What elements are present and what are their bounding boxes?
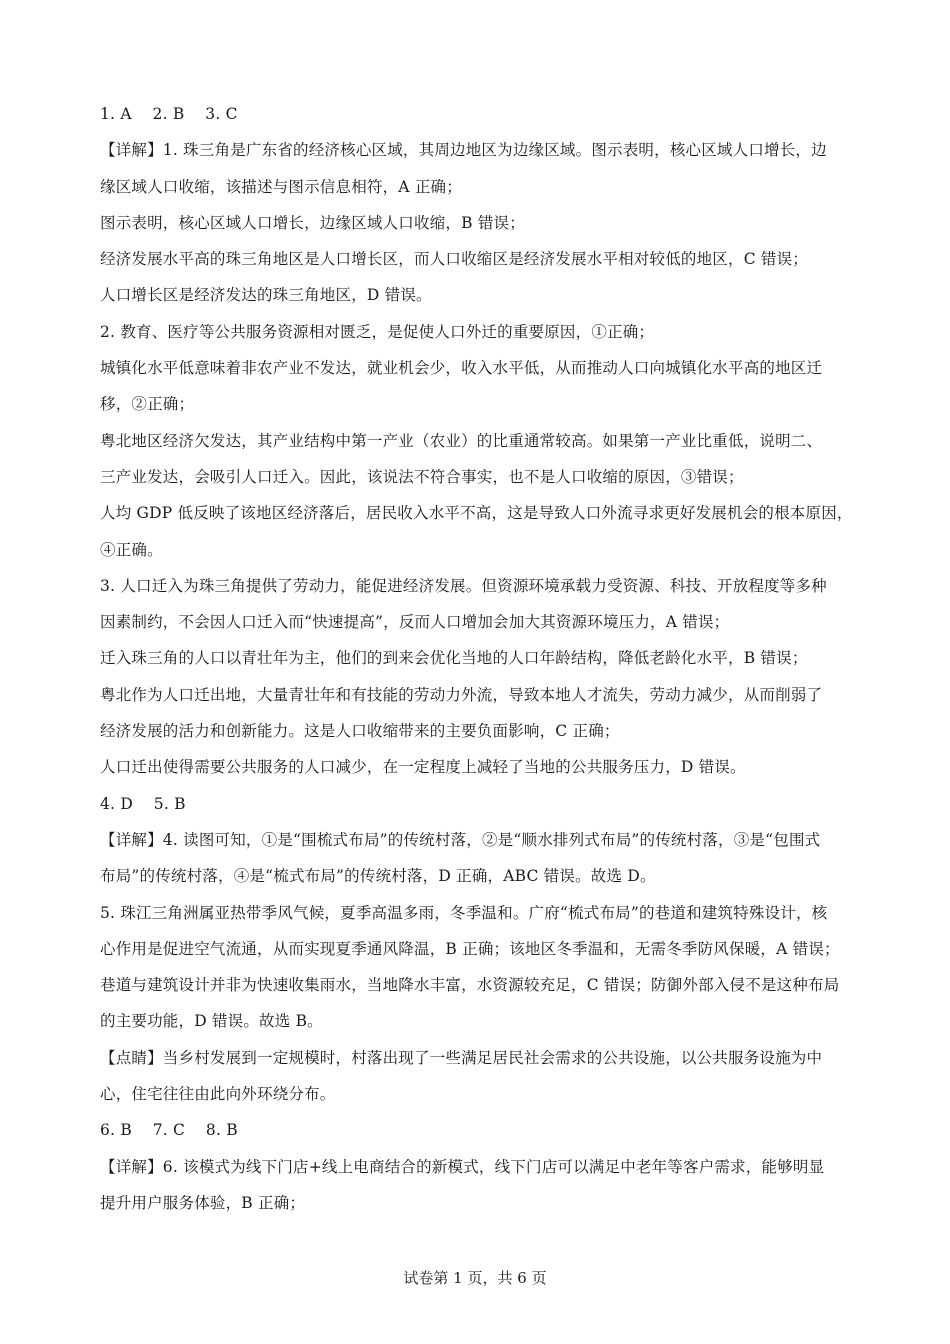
- page-footer: 试卷第 1 页，共 6 页: [403, 1269, 547, 1287]
- text-line: 粤北作为人口迁出地，大量青壮年和有技能的劳动力外流，导致本地人才流失，劳动力减少，从而削弱了: [100, 685, 823, 704]
- text-line: 6. B 7. C 8. B: [100, 1121, 238, 1140]
- text-line: 【详解】1. 珠三角是广东省的经济核心区域，其周边地区为边缘区域。图示表明，核心区域人口增长，边: [100, 141, 827, 160]
- text-line: 布局”的传统村落，④是“梳式布局”的传统村落，D 正确，ABC 错误。故选 D。: [100, 867, 656, 886]
- text-line: 【点睛】当乡村发展到一定规模时，村落出现了一些满足居民社会需求的公共设施，以公共服务设施为中: [100, 1048, 823, 1067]
- text-line: 5. 珠江三角洲属亚热带季风气候，夏季高温多雨，冬季温和。广府“梳式布局”的巷道和建筑特殊设计，核: [100, 903, 828, 922]
- text-line: 因素制约，不会因人口迁入而“快速提高”，反而人口增加会加大其资源环境压力，A 错误；: [100, 613, 730, 632]
- text-line: 巷道与建筑设计并非为快速收集雨水，当地降水丰富，水资源较充足，C 错误；防御外部入侵不是这种布局: [100, 976, 840, 995]
- text-line: 1. A 2. B 3. C: [100, 105, 238, 123]
- text-line: 缘区域人口收缩，该描述与图示信息相符，A 正确；: [100, 177, 462, 196]
- text-line: 【详解】6. 该模式为线下门店+线上电商结合的新模式，线下门店可以满足中老年等客户需求，能够明显: [100, 1157, 825, 1176]
- text-line: 粤北地区经济欠发达，其产业结构中第一产业（农业）的比重通常较高。如果第一产业比重低，说明二、: [100, 431, 823, 450]
- text-line: 经济发展的活力和创新能力。这是人口收缩带来的主要负面影响，C 正确；: [100, 722, 620, 741]
- text-line: 提升用户服务体验，B 正确；: [100, 1193, 306, 1212]
- text-line: 图示表明，核心区域人口增长，边缘区域人口收缩，B 错误；: [100, 213, 525, 232]
- text-line: 的主要功能，D 错误。故选 B。: [100, 1012, 323, 1031]
- text-line: 【详解】4. 读图可知，①是“围梳式布局”的传统村落，②是“顺水排列式布局”的传统村落，③是“包围式: [100, 830, 821, 849]
- text-line: 迁入珠三角的人口以青壮年为主，他们的到来会优化当地的人口年龄结构，降低老龄化水平，B 错误；: [100, 649, 808, 668]
- text-line: 经济发展水平高的珠三角地区是人口增长区，而人口收缩区是经济发展水平相对较低的地区，C 错误；: [100, 250, 808, 269]
- text-line: 移，②正确；: [100, 395, 195, 414]
- text-line: 心，住宅往往由此向外环绕分布。: [100, 1085, 336, 1104]
- text-line: ④正确。: [100, 540, 163, 559]
- text-line: 三产业发达，会吸引人口迁入。因此，该说法不符合事实，也不是人口收缩的原因，③错误；: [100, 467, 744, 486]
- text-line: 人口增长区是经济发达的珠三角地区，D 错误。: [100, 286, 432, 305]
- text-line: 3. 人口迁入为珠三角提供了劳动力，能促进经济发展。但资源环境承载力受资源、科技、开放程度等多种: [100, 576, 827, 595]
- text-line: 人口迁出使得需要公共服务的人口减少，在一定程度上减轻了当地的公共服务压力，D 错误。: [100, 758, 746, 777]
- text-line: 人均 GDP 低反映了该地区经济落后，居民收入水平不高，这是导致人口外流寻求更好发展机会的根本原因，: [100, 504, 853, 523]
- text-line: 2. 教育、医疗等公共服务资源相对匮乏，是促使人口外迁的重要原因，①正确；: [100, 322, 655, 341]
- text-line: 城镇化水平低意味着非农产业不发达，就业机会少，收入水平低，从而推动人口向城镇化水平高的地区迁: [100, 359, 823, 378]
- text-line: 心作用是促进空气流通，从而实现夏季通风降温，B 正确；该地区冬季温和，无需冬季防风保暖，A 错误；: [100, 939, 840, 958]
- answer-explanations: [100, 96, 860, 1221]
- text-line: 4. D 5. B: [100, 794, 186, 813]
